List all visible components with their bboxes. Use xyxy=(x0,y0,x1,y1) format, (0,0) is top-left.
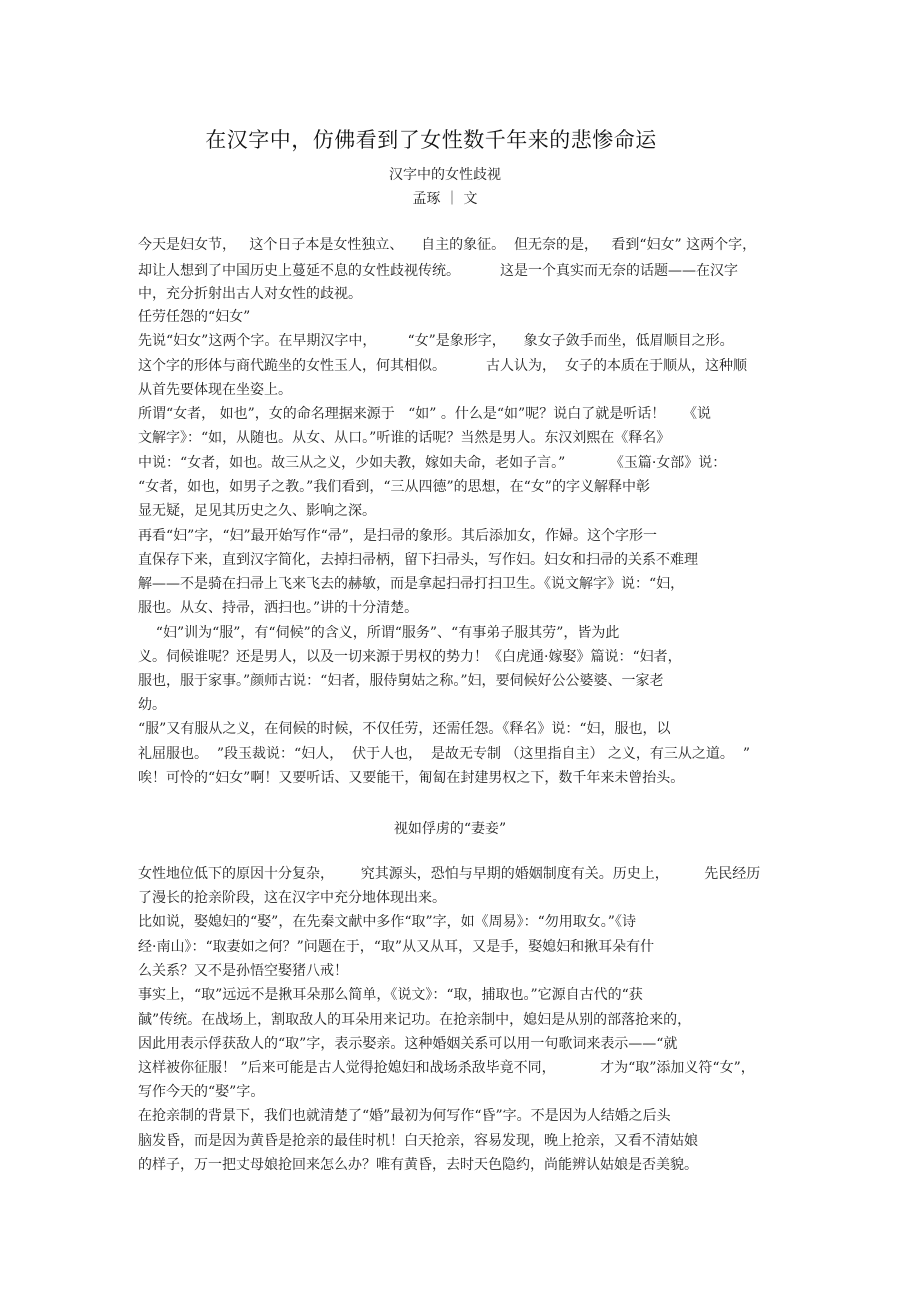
text-line: 馘”传统。在战场上，割取敌人的耳朵用来记功。在抢亲制中，媳妇是从别的部落抢来的， xyxy=(138,1012,692,1028)
text-line: 唉！可怜的“妇女”啊！又要听话、又要能干，匍匐在封建男权之下，数千年来未曾抬头。 xyxy=(138,770,685,786)
text-line: 中说：“女者，如也。故三从之义，少如夫教，嫁如夫命，老如子言。” 《玉篇·女部》说： xyxy=(138,455,727,471)
text-line: 先说“妇女”这两个字。在早期汉字中， “女”是象形字， 象女子敛手而坐，低眉顺目之形。 xyxy=(138,333,734,349)
text-line: 今天是妇女节， 这个日子本是女性独立、 自主的象征。 但无奈的是， 看到“妇女” 这两个字， xyxy=(138,237,757,253)
text-line: “妇”训为“服”，有“伺候”的含义，所谓“服务”、“有事弟子服其劳”，皆为此 xyxy=(138,625,620,641)
text-line: 在抢亲制的背景下，我们也就清楚了“婚”最初为何写作“昏”字。不是因为人结婚之后头 xyxy=(138,1108,671,1124)
text-line: 经·南山》：“取妻如之何？”问题在于，“取”从又从耳，又是手，娶媳妇和揪耳朵有什 xyxy=(138,939,655,955)
text-line: 服也。从女、持帚，洒扫也。”讲的十分清楚。 xyxy=(138,600,419,616)
text-line: 再看“妇”字，“妇”最开始写作“帚”，是扫帚的象形。其后添加女，作婦。这个字形一 xyxy=(138,528,657,544)
text-line: 从首先要体现在坐姿上。 xyxy=(138,382,292,398)
section-2-heading: 视如俘虏的“妻妾” xyxy=(393,821,507,837)
section-1-subheading: 任劳任怨的“妇女” xyxy=(138,309,251,325)
author-line: 孟琢 ｜ 文 xyxy=(412,191,478,207)
text-line: 解——不是骑在扫帚上飞来飞去的赫敏，而是拿起扫帚打扫卫生。《说文解字》说：“妇， xyxy=(138,576,685,592)
text-line: 却让人想到了中国历史上蔓延不息的女性歧视传统。 这是一个真实而无奈的话题——在汉字 xyxy=(138,263,739,279)
text-line: “服”又有服从之义，在伺候的时候，不仅任劳，还需任怨。《释名》说：“妇，服也，以 xyxy=(138,721,671,737)
text-line: 幼。 xyxy=(138,697,166,713)
text-line: 直保存下来，直到汉字简化，去掉扫帚柄，留下扫帚头，写作妇。妇女和扫帚的关系不难理 xyxy=(138,552,698,568)
article-title: 在汉字中，仿佛看到了女性数千年来的悲惨命运 xyxy=(205,128,657,152)
text-line: 女性地位低下的原因十分复杂， 究其源头，恐怕与早期的婚姻制度有关。历史上， 先民经历 xyxy=(138,866,761,882)
text-line: 写作今天的“娶”字。 xyxy=(138,1084,265,1100)
text-line: 文解字》：“如，从随也。从女、从口。”听谁的话呢？当然是男人。东汉刘熙在《释名》 xyxy=(138,430,671,446)
text-line: 的样子，万一把丈母娘抢回来怎么办？唯有黄昏，去时天色隐约，尚能辨认姑娘是否美貌。 xyxy=(138,1157,698,1173)
text-line: 事实上，“取”远远不是揪耳朵那么简单，《说文》：“取，捕取也。”它源自古代的“获 xyxy=(138,987,643,1003)
text-line: 所谓“女者， 如也”，女的命名理据来源于 “如” 。什么是“如”呢？说白了就是听话！ 《说 xyxy=(138,406,711,422)
text-line: 比如说，娶媳妇的“娶”，在先秦文献中多作“取”字，如《周易》：“勿用取女。”《诗 xyxy=(138,914,636,930)
text-line: 了漫长的抢亲阶段，这在汉字中充分地体现出来。 xyxy=(138,890,446,906)
text-line: 脑发昏，而是因为黄昏是抢亲的最佳时机！白天抢亲，容易发现，晚上抢亲，又看不清姑娘 xyxy=(138,1133,698,1149)
text-line: 义。伺候谁呢？还是男人，以及一切来源于男权的势力！《白虎通·嫁娶》篇说：“妇者， xyxy=(138,649,682,665)
text-line: 这个字的形体与商代跪坐的女性玉人，何其相似。 古人认为， 女子的本质在于顺从，这种顺 xyxy=(138,358,747,374)
text-line: 中，充分折射出古人对女性的歧视。 xyxy=(138,286,362,302)
text-line: 这样被你征服！ ”后来可能是古人觉得抢媳妇和战场杀敌毕竟不同， 才为“取”添加义符“女”， xyxy=(138,1060,755,1076)
text-line: 因此用表示俘获敌人的“取”字，表示娶亲。这种婚姻关系可以用一句歌词来表示——“就 xyxy=(138,1036,678,1052)
article-subtitle: 汉字中的女性歧视 xyxy=(389,167,501,183)
text-line: 显无疑，足见其历史之久、影响之深。 xyxy=(138,503,376,519)
text-line: 服也，服于家事。”颜师古说：“妇者，服侍舅姑之称。”妇，要伺候好公公婆婆、一家老 xyxy=(138,673,664,689)
text-line: 礼屈服也。 ”段玉裁说：“妇人， 伏于人也， 是故无专制 （这里指自主） 之义，有三从之道。 ” xyxy=(138,746,750,762)
text-line: “女者，如也，如男子之教。”我们看到，“三从四德”的思想，在“女”的字义解释中彰 xyxy=(138,479,650,495)
text-line: 么关系？又不是孙悟空娶猪八戒！ xyxy=(138,963,348,979)
